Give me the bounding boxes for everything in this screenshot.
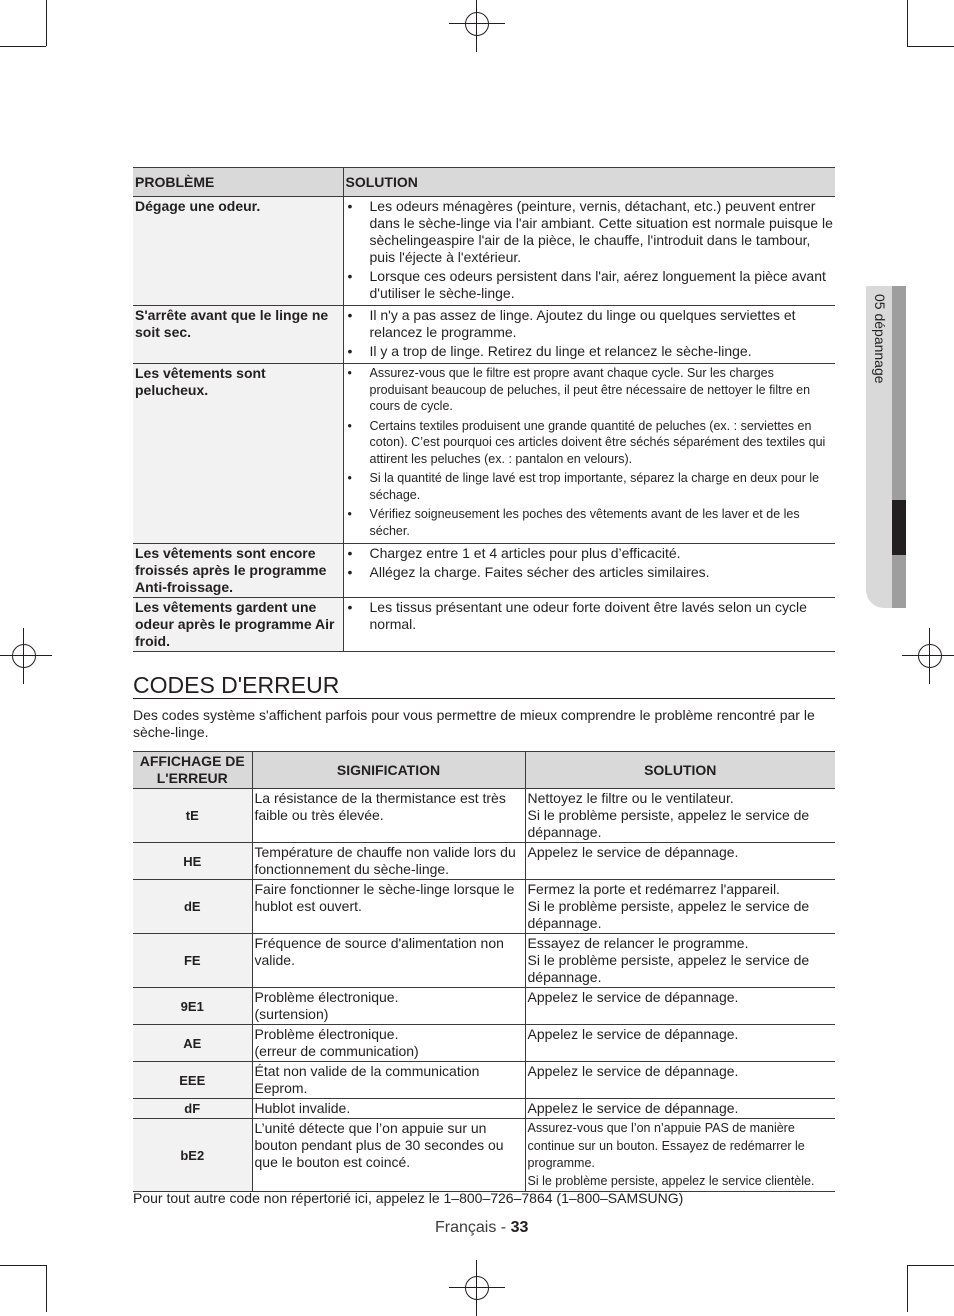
error-code-cell: bE2 <box>133 1119 252 1192</box>
error-code-row <box>133 1119 835 1192</box>
solution-cell <box>343 197 835 306</box>
problem-cell: S'arrête avant que le linge ne soit sec. <box>133 306 343 364</box>
solution-item: • Lorsque ces odeurs persistent dans l'air, aérez longuement la pièce avant d'utiliser le sèche-linge. <box>346 268 834 302</box>
solution-cell <box>343 598 835 652</box>
error-code-cell: tE <box>133 789 252 843</box>
error-code-row <box>133 880 835 934</box>
footer-note: Pour tout autre code non répertorié ici, appelez le 1–800–726–7864 (1–800–SAMSUNG) <box>133 1190 684 1206</box>
error-code-row <box>133 934 835 988</box>
header-meaning: SIGNIFICATION <box>252 752 525 789</box>
solution-cell <box>343 364 835 544</box>
meaning-cell <box>252 880 525 934</box>
crop-mark-tl-v <box>46 0 47 46</box>
error-codes-table-body <box>133 789 835 1192</box>
error-solution-line: Si le problème persiste, appelez le service clientèle. <box>527 1173 815 1188</box>
error-solution-line: Fermez la porte et redémarrez l'appareil. <box>527 881 780 897</box>
meaning-cell <box>252 1025 525 1062</box>
troubleshooting-table-header <box>133 168 835 197</box>
error-code-cell: FE <box>133 934 252 988</box>
error-code-row <box>133 1062 835 1099</box>
error-solution-cell <box>525 843 835 880</box>
error-solution-line: Appelez le service de dépannage. <box>527 1026 739 1042</box>
chapter-side-tab-stripe <box>892 286 906 608</box>
error-code-row <box>133 1099 835 1119</box>
meaning-line: L’unité détecte que l’on appuie sur un bouton pendant plus de 30 secondes ou que le bouton est coincé. <box>254 1120 504 1170</box>
header-error-display: AFFICHAGE DE L'ERREUR <box>133 752 252 789</box>
troubleshooting-table-body <box>133 197 835 652</box>
error-code-cell: dE <box>133 880 252 934</box>
error-solution-cell <box>525 934 835 988</box>
meaning-line: Hublot invalide. <box>254 1100 351 1116</box>
section-title-rule <box>133 698 835 699</box>
solution-cell <box>343 544 835 598</box>
error-solution-line: Si le problème persiste, appelez le service de dépannage. <box>527 952 810 985</box>
solution-list <box>346 545 834 581</box>
error-code-row <box>133 1025 835 1062</box>
error-solution-line: Appelez le service de dépannage. <box>527 1063 739 1079</box>
crop-mark-tr-v <box>907 0 908 46</box>
crop-mark-tl-h <box>0 46 46 47</box>
error-solution-line: Assurez-vous que l’on n’appuie PAS de manière continue sur un bouton. Essayez de redémarrer le programme. <box>527 1121 805 1170</box>
solution-item: • Si la quantité de linge lavé est trop importante, séparez la charge en deux pour le séchage. <box>346 470 834 503</box>
meaning-line: La résistance de la thermistance est très faible ou très élevée. <box>254 790 506 823</box>
crop-mark-br-v <box>907 1265 908 1312</box>
meaning-line: (surtension) <box>254 1006 329 1022</box>
error-code-row <box>133 789 835 843</box>
error-solution-cell <box>525 1025 835 1062</box>
meaning-line: Problème électronique. <box>254 989 399 1005</box>
header-error-solution: SOLUTION <box>525 752 835 789</box>
section-title: CODES D'ERREUR <box>133 672 340 698</box>
crop-mark-bl-v <box>46 1265 47 1312</box>
crop-mark-br-h <box>907 1265 954 1266</box>
error-code-row <box>133 988 835 1025</box>
error-solution-cell <box>525 880 835 934</box>
solution-list <box>346 198 834 302</box>
chapter-side-label: 05 dépannage <box>872 294 888 384</box>
error-solution-line: Appelez le service de dépannage. <box>527 844 739 860</box>
troubleshooting-row <box>133 598 835 652</box>
meaning-cell <box>252 1119 525 1192</box>
solution-list <box>346 599 834 633</box>
error-solution-cell <box>525 1119 835 1192</box>
meaning-cell <box>252 1099 525 1119</box>
solution-item: • Certains textiles produisent une grande quantité de peluches (ex. : serviettes en coton). C’est pourquoi ces articles doivent être séchés séparément des textiles qui attirent les peluches (ex. : pantalon en velours). <box>346 418 834 468</box>
problem-cell: Les vêtements gardent une odeur après le programme Air froid. <box>133 598 343 652</box>
error-solution-line: Nettoyez le filtre ou le ventilateur. <box>527 790 734 806</box>
meaning-cell <box>252 934 525 988</box>
solution-list <box>346 307 834 360</box>
error-code-cell: HE <box>133 843 252 880</box>
error-solution-cell <box>525 1099 835 1119</box>
meaning-line: Température de chauffe non valide lors du fonctionnement du sèche-linge. <box>254 844 516 877</box>
problem-cell: Les vêtements sont encore froissés après le programme Anti-froissage. <box>133 544 343 598</box>
crop-mark-tr-h <box>907 46 954 47</box>
error-solution-line: Appelez le service de dépannage. <box>527 989 739 1005</box>
meaning-cell <box>252 789 525 843</box>
error-code-row <box>133 843 835 880</box>
troubleshooting-row <box>133 364 835 544</box>
problem-cell: Dégage une odeur. <box>133 197 343 306</box>
error-code-cell: EEE <box>133 1062 252 1099</box>
meaning-cell <box>252 988 525 1025</box>
crop-mark-bl-h <box>0 1265 46 1266</box>
error-solution-line: Essayez de relancer le programme. <box>527 935 749 951</box>
solution-item: • Vérifiez soigneusement les poches des vêtements avant de les laver et de les sécher. <box>346 506 834 539</box>
meaning-cell <box>252 843 525 880</box>
meaning-cell <box>252 1062 525 1099</box>
solution-item: • Les tissus présentant une odeur forte doivent être lavés selon un cycle normal. <box>346 599 834 633</box>
section-intro: Des codes système s'affichent parfois pour vous permettre de mieux comprendre le problème rencontré par le sèche-linge. <box>133 707 815 740</box>
error-codes-table <box>133 751 835 1192</box>
error-code-cell: AE <box>133 1025 252 1062</box>
meaning-line: Faire fonctionner le sèche-linge lorsque le hublot est ouvert. <box>254 881 515 914</box>
troubleshooting-row <box>133 197 835 306</box>
troubleshooting-row <box>133 544 835 598</box>
solution-item: • Chargez entre 1 et 4 articles pour plus d’efficacité. <box>346 545 834 562</box>
error-solution-cell <box>525 789 835 843</box>
error-solution-cell <box>525 988 835 1025</box>
solution-cell <box>343 306 835 364</box>
solution-list <box>346 365 834 539</box>
header-solution: SOLUTION <box>343 168 835 197</box>
error-solution-line: Appelez le service de dépannage. <box>527 1100 739 1116</box>
header-problem: PROBLÈME <box>133 168 343 197</box>
registration-mark-right <box>910 636 950 676</box>
registration-mark-bottom <box>457 1268 497 1308</box>
page-language: Français - <box>435 1219 511 1236</box>
meaning-line: (erreur de communication) <box>254 1043 419 1059</box>
meaning-line: Fréquence de source d'alimentation non valide. <box>254 935 504 968</box>
meaning-line: Problème électronique. <box>254 1026 399 1042</box>
chapter-side-tab-marker <box>892 500 906 555</box>
error-solution-line: Si le problème persiste, appelez le service de dépannage. <box>527 807 810 840</box>
solution-item: • Assurez-vous que le filtre est propre avant chaque cycle. Sur les charges produisant beaucoup de peluches, il peut être nécessaire de nettoyer le filtre en cours de cycle. <box>346 365 834 415</box>
solution-item: • Allégez la charge. Faites sécher des articles similaires. <box>346 564 834 581</box>
solution-item: • Les odeurs ménagères (peinture, vernis, détachant, etc.) peuvent entrer dans le sèche-linge via l'air ambiant. Cette situation est normale puisque le sèchelingeaspire l'air de la pièce, le chauffe, l'introduit dans le tambour, puis l'éjecte à l'extérieur. <box>346 198 834 266</box>
troubleshooting-row <box>133 306 835 364</box>
troubleshooting-table <box>133 167 835 652</box>
registration-mark-top <box>457 4 497 44</box>
error-code-cell: 9E1 <box>133 988 252 1025</box>
page-number: 33 <box>510 1219 529 1236</box>
registration-mark-left <box>4 636 44 676</box>
solution-item: • Il n'y a pas assez de linge. Ajoutez du linge ou quelques serviettes et relancez le programme. <box>346 307 834 341</box>
error-solution-cell <box>525 1062 835 1099</box>
error-code-cell: dF <box>133 1099 252 1119</box>
meaning-line: État non valide de la communication Eeprom. <box>254 1063 480 1096</box>
error-solution-line: Si le problème persiste, appelez le service de dépannage. <box>527 898 810 931</box>
page-footer <box>435 1219 528 1237</box>
problem-cell: Les vêtements sont pelucheux. <box>133 364 343 544</box>
solution-item: • Il y a trop de linge. Retirez du linge et relancez le sèche-linge. <box>346 343 834 360</box>
error-codes-table-header <box>133 752 835 789</box>
